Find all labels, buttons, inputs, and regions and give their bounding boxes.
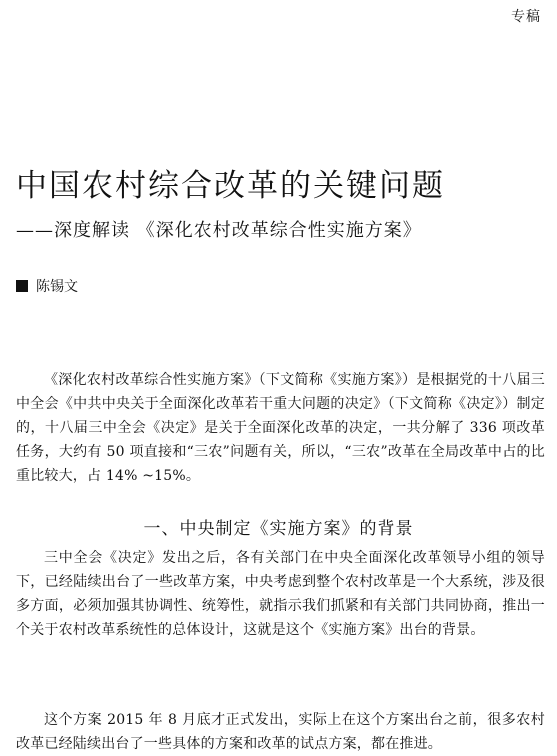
- section-tag: 专稿: [511, 9, 541, 25]
- section-heading: 一、中央制定《实施方案》的背景: [143, 519, 414, 539]
- paragraph-background: 三中全会《决定》发出之后，各有关部门在中央全面深化改革领导小组的领导下，已经陆续出台了一些改革方案，中央考虑到整个农村改革是一个大系统，涉及很多方面，必须加强其协调性、统筹性，就指示我们抓紧和有关部门共同协商，推出一个关于农村改革系统性的总体设计，这就是这个《实施方案》出台的背景。: [16, 550, 545, 638]
- author-line: [16, 276, 78, 296]
- article-subtitle: ——深度解读 《深化农村改革综合性实施方案》: [16, 220, 422, 241]
- author-name: 陈锡文: [36, 279, 78, 295]
- square-bullet-icon: [16, 280, 28, 292]
- paragraph-timeline: 这个方案 2015 年 8 月底才正式发出，实际上在这个方案出台之前，很多农村改革已经陆续出台了一些具体的方案和改革的试点方案，都在推进。: [16, 712, 545, 752]
- article-title: 中国农村综合改革的关键问题: [16, 168, 445, 204]
- paragraph-intro: 《深化农村改革综合性实施方案》（下文简称《实施方案》）是根据党的十八届三中全会《中共中央关于全面深化改革若干重大问题的决定》（下文简称《决定》）制定的，十八届三中全会《决定》是关于全面深化改革的决定，一共分解了 336 项改革任务，大约有 50 项直接和“三农”问题有关，所以，“三农”改革在全局改革中占的比重比较大，占 14% ~15%。: [16, 372, 545, 484]
